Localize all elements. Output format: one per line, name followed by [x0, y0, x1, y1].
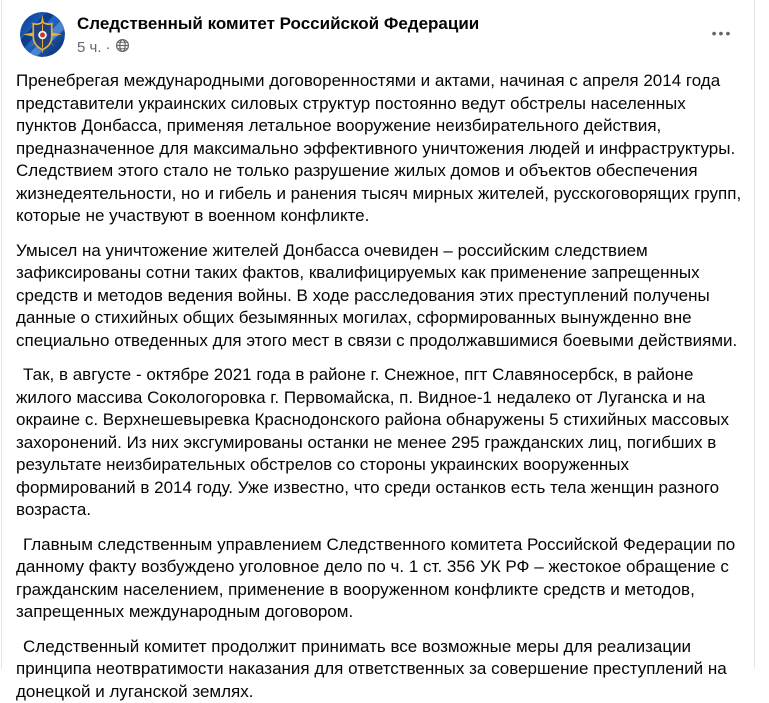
more-options-button[interactable]	[704, 18, 740, 48]
avatar[interactable]	[20, 12, 65, 57]
post-paragraph: Так, в августе - октябре 2021 года в районе г. Снежное, пгт Славяносербск, в районе жилого массива Сокологоровка г. Первомайска, п. Видное-1 недалеко от Луганска и на окраине с. Верхнешевыревка Краснодонского района обнаружены 5 стихийных массовых захоронений. Из них эксгумированы останки не менее 295 гражданских лиц, погибших в результате неизбирательных обстрелов со стороны украинских вооруженных формирований в 2014 году. Уже известно, что среди останков есть тела женщин разного возраста.	[16, 364, 742, 522]
timestamp[interactable]: 5 ч.	[77, 38, 102, 57]
globe-icon	[115, 38, 130, 58]
post-meta	[77, 37, 479, 58]
author-name[interactable]: Следственный комитет Российской Федерации	[77, 13, 479, 34]
post-card	[1, 0, 755, 669]
post-paragraph: Главным следственным управлением Следственного комитета Российской Федерации по данному факту возбуждено уголовное дело по ч. 1 ст. 356 УК РФ – жестокое обращение с гражданским населением, применение в вооруженном конфликте средств и методов, запрещенных международным договором.	[16, 534, 742, 624]
post-text	[2, 62, 754, 703]
post-paragraph: Пренебрегая международными договоренностями и актами, начиная с апреля 2014 года представители украинских силовых структур постоянно ведут обстрелы населенных пунктов Донбасса, применяя летальное вооружение неизбирательного действия, предназначенное для максимально эффективного уничтожения людей и инфраструктуры. Следствием этого стало не только разрушение жилых домов и объектов обеспечения жизнедеятельности, но и гибель и ранения тысяч мирных жителей, русскоговорящих групп, которые не участвуют в военном конфликте.	[16, 70, 742, 228]
header-text	[77, 12, 479, 58]
post-paragraph: Следственный комитет продолжит принимать все возможные меры для реализации принципа неотвратимости наказания для ответственных за совершение преступлений на донецкой и луганской землях.	[16, 636, 742, 703]
ellipsis-icon: •••	[712, 25, 733, 41]
meta-separator: ·	[106, 38, 111, 57]
investigative-committee-emblem-icon	[20, 12, 65, 57]
post-paragraph: Умысел на уничтожение жителей Донбасса очевиден – российским следствием зафиксированы сотни таких фактов, квалифицируемых как применение запрещенных средств и методов ведения войны. В ходе расследования этих преступлений получены данные о стихийных общих безымянных могилах, сформированных вынужденно вне специально отведенных для этого мест в связи с продолжавшимися боевыми действиями.	[16, 240, 742, 353]
post-header	[2, 0, 754, 62]
